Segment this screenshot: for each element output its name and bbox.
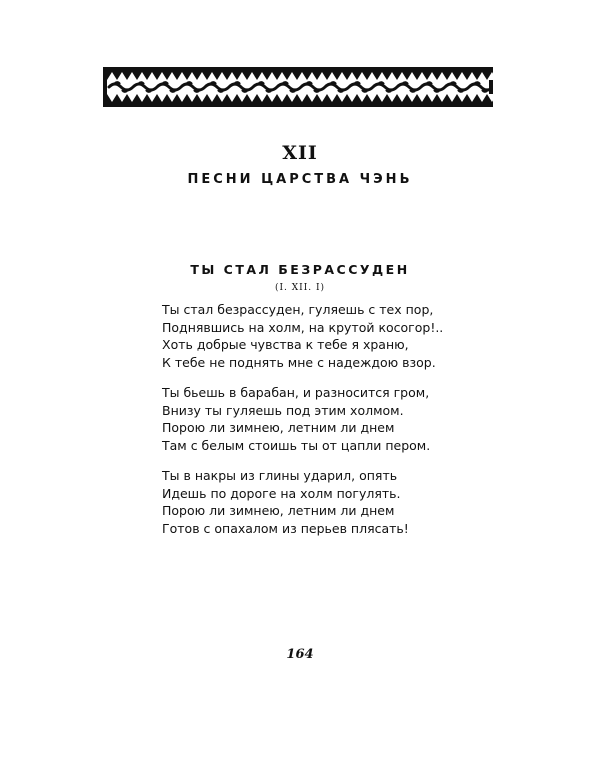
chapter-number: XII: [282, 142, 318, 164]
page-number: 164: [286, 647, 314, 662]
poem-line: К тебе не поднять мне с надеждою взор.: [162, 354, 436, 370]
poem-line: Внизу ты гуляешь под этим холмом.: [162, 402, 404, 418]
poem-line: Поднявшись на холм, на крутой косогор!..: [162, 319, 444, 335]
chapter-title: ПЕСНИ ЦАРСТВА ЧЭНЬ: [187, 172, 413, 187]
poem-line: Хоть добрые чувства к тебе я храню,: [162, 337, 409, 352]
decorative-ornament-band: [103, 67, 493, 107]
poem-line: Порою ли зимнею, летним ли днем: [162, 420, 395, 435]
stanza-2: [162, 384, 430, 454]
stanza-3: [162, 467, 409, 537]
poem-line: Ты бьешь в барабан, и разносится гром,: [162, 385, 430, 400]
poem-line: Порою ли зимнею, летним ли днем: [162, 503, 395, 518]
poem-title: ТЫ СТАЛ БЕЗРАССУДЕН: [190, 262, 410, 277]
stanza-1: [162, 301, 443, 371]
poem-line: Ты стал безрассуден, гуляешь с тех пор,: [162, 302, 434, 317]
poem-line: Там с белым стоишь ты от цапли пером.: [162, 437, 431, 453]
poem-line: Идешь по дороге на холм погулять.: [162, 485, 401, 501]
poem-line: Ты в накры из глины ударил, опять: [162, 468, 398, 483]
poem-line: Готов с опахалом из перьев плясать!: [162, 520, 409, 536]
poem-reference: (I. XII. I): [274, 283, 326, 293]
ornament-border: [103, 67, 493, 107]
